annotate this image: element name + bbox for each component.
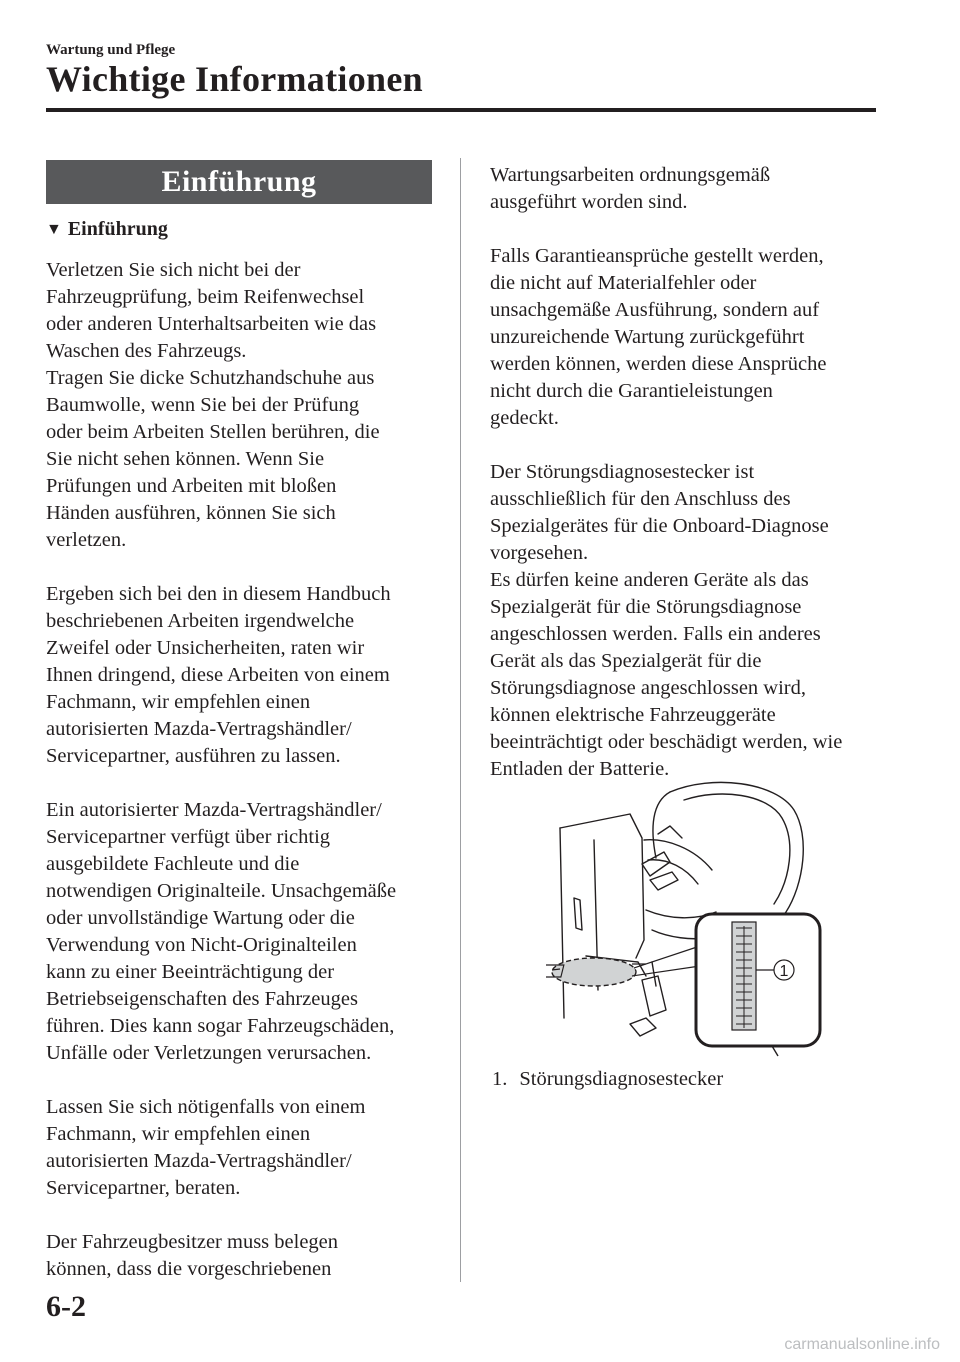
caption-number: 1. [492,1068,508,1090]
watermark: carmanualsonline.info [784,1336,940,1353]
caption-text: Störungsdiagnosestecker [519,1068,724,1090]
figure-caption [492,1068,723,1091]
diagnostic-connector-illustration [546,780,836,1060]
header-rule [46,108,876,112]
callout-number: 1 [779,963,789,980]
chapter-label: Wartung und Pflege [46,42,176,58]
paragraph: Der Fahrzeugbesitzer muss belegen können, dass die vorgeschriebenen [46,1231,339,1280]
diagnostic-connector-drawing [546,780,836,1060]
paragraph: Lassen Sie sich nötigenfalls von einem Fachmann, wir empfehlen einen autorisierten Mazda-Vertragshändler/ Servicepartner, beraten. [46,1096,366,1199]
left-column [46,257,446,1310]
triangle-marker-icon: ▼ [46,221,62,238]
connector-location-marker [546,958,646,986]
section-title: Wichtige Informationen [46,59,423,99]
paragraph: Wartungsarbeiten ordnungsgemäß ausgeführt worden sind. [490,164,771,213]
paragraph: Ergeben sich bei den in diesem Handbuch beschriebenen Arbeiten irgendwelche Zweifel oder Unsicherheiten, raten wir Ihnen dringend, diese Arbeiten von einem Fachmann, wir empfehlen einen autorisierten Mazda-Vertragshändler/ Servicepartner, ausführen zu lassen. [46,583,391,767]
section-banner: Einführung [46,160,432,204]
paragraph: Der Störungsdiagnosestecker ist ausschließlich für den Anschluss des Spezialgerätes für die Onboard-Diagnose vorgesehen. Es dürfen keine anderen Geräte als das Spezialgerät für die Störungsdiagnose angeschlossen werden. Falls ein anderes Gerät als das Spezialgerät für die Störungsdiagnose angeschlossen wird, können elektrische Fahrzeuggeräte beeinträchtigt oder beschädigt werden, wie Entladen der Batterie. [490,461,843,780]
paragraph: Falls Garantieansprüche gestellt werden, die nicht auf Materialfehler oder unsachgemäße Ausführung, sondern auf unzureichende Wartung zurückgeführt werden können, werden diese Ansprüche nicht durch die Garantieleistungen gedeckt. [490,245,827,429]
subheading-text: Einführung [67,218,168,240]
subheading [46,218,168,241]
page-number: 6-2 [46,1290,86,1323]
paragraph: Ein autorisierter Mazda-Vertragshändler/ Servicepartner verfügt über richtig ausgebildete Fachleute und die notwendigen Originalteile. Unsachgemäße oder unvollständige Wartung oder die Verwendung von Nicht-Originalteilen kann zu einer Beeinträchtigung der Betriebseigenschaften des Fahrzeuges führen. Dies kann sogar Fahrzeugschäden, Unfälle oder Verletzungen verursachen. [46,799,397,1064]
paragraph: Verletzen Sie sich nicht bei der Fahrzeugprüfung, beim Reifenwechsel oder anderen Unterhaltsarbeiten wie das Waschen des Fahrzeugs. Tragen Sie dicke Schutzhandschuhe aus Baumwolle, wenn Sie bei der Prüfung oder beim Arbeiten Stellen berühren, die Sie nicht sehen können. Wenn Sie Prüfungen und Arbeiten mit bloßen Händen ausführen, können Sie sich verletzen. [46,259,380,551]
column-divider [460,158,461,1282]
right-column [490,162,890,810]
connector-detail-inset [696,914,820,1046]
